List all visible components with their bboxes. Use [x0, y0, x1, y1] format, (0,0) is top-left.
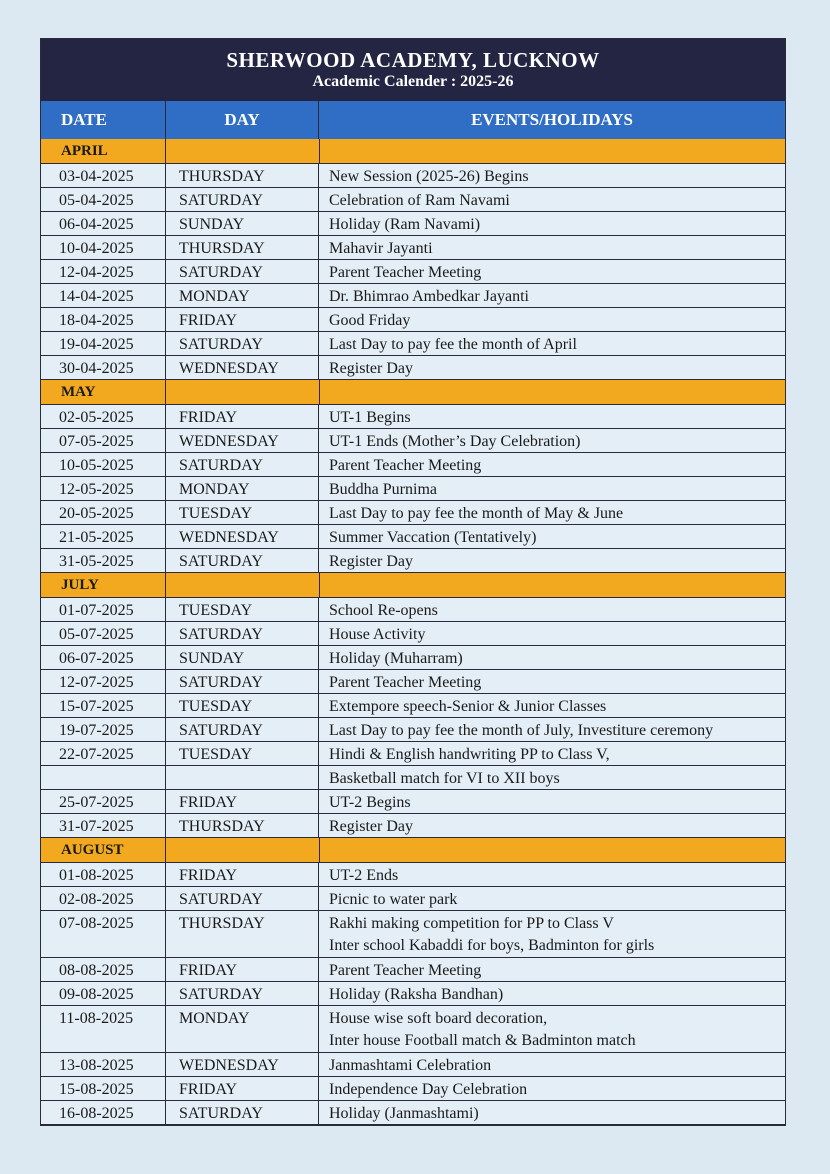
event-cell	[319, 622, 785, 645]
events-column-header: EVENTS/HOLIDAYS	[471, 110, 633, 129]
table-row	[41, 453, 785, 477]
event-text: Register Day	[329, 360, 413, 377]
day-cell: SUNDAY	[166, 646, 319, 669]
table-row	[41, 718, 785, 742]
event-text: Independence Day Celebration	[329, 1081, 528, 1098]
table-row	[41, 549, 785, 573]
event-cell	[319, 670, 785, 693]
day-cell: SATURDAY	[166, 188, 319, 211]
day-cell: SATURDAY	[166, 549, 319, 572]
event-text: Extempore speech-Senior & Junior Classes	[329, 698, 607, 715]
event-cell	[319, 188, 785, 211]
date-cell: 30-04-2025	[41, 356, 166, 379]
event-text: Good Friday	[329, 312, 411, 329]
day-cell: FRIDAY	[166, 863, 319, 886]
date-cell: 12-07-2025	[41, 670, 166, 693]
month-row-july	[41, 573, 785, 598]
event-cell	[319, 429, 785, 452]
day-cell: SUNDAY	[166, 212, 319, 235]
day-cell: SATURDAY	[166, 718, 319, 741]
table-row	[41, 308, 785, 332]
date-cell: 07-08-2025	[41, 911, 166, 957]
event-text: Picnic to water park	[329, 891, 458, 908]
date-cell: 02-05-2025	[41, 405, 166, 428]
month-day-cell	[166, 380, 320, 404]
event-cell	[319, 814, 785, 837]
date-cell: 09-08-2025	[41, 982, 166, 1005]
day-cell: TUESDAY	[166, 742, 319, 765]
day-cell: MONDAY	[166, 1006, 319, 1052]
day-cell: SATURDAY	[166, 1101, 319, 1124]
title-band	[41, 39, 785, 101]
day-cell: THURSDAY	[166, 911, 319, 957]
month-event-cell	[320, 380, 785, 404]
table-row	[41, 766, 785, 790]
date-cell: 01-07-2025	[41, 598, 166, 621]
event-cell	[319, 790, 785, 813]
day-cell: FRIDAY	[166, 308, 319, 331]
table-row	[41, 1077, 785, 1101]
day-cell: WEDNESDAY	[166, 1053, 319, 1076]
day-cell: THURSDAY	[166, 236, 319, 259]
event-text-line2: Inter house Football match & Badminton match	[329, 1032, 636, 1049]
calendar-sheet	[40, 38, 786, 1126]
table-row	[41, 188, 785, 212]
event-cell	[319, 1053, 785, 1076]
event-cell	[319, 501, 785, 524]
event-cell	[319, 236, 785, 259]
day-cell: TUESDAY	[166, 501, 319, 524]
date-cell: 12-05-2025	[41, 477, 166, 500]
date-cell: 31-07-2025	[41, 814, 166, 837]
event-text: School Re-opens	[329, 602, 438, 619]
event-text: Holiday (Raksha Bandhan)	[329, 986, 504, 1003]
table-row	[41, 1006, 785, 1053]
event-cell	[319, 1101, 785, 1124]
event-cell	[319, 694, 785, 717]
month-day-cell	[166, 838, 320, 862]
event-cell	[319, 284, 785, 307]
event-text: Parent Teacher Meeting	[329, 457, 482, 474]
table-row	[41, 911, 785, 958]
event-text: Last Day to pay fee the month of July, Investiture ceremony	[329, 722, 714, 739]
table-row	[41, 790, 785, 814]
event-text: UT-1 Begins	[329, 409, 411, 426]
date-cell: 11-08-2025	[41, 1006, 166, 1052]
month-row-may	[41, 380, 785, 405]
event-text: Holiday (Janmashtami)	[329, 1105, 479, 1122]
event-text: Register Day	[329, 553, 413, 570]
table-row	[41, 429, 785, 453]
event-cell	[319, 453, 785, 476]
table-row	[41, 525, 785, 549]
date-cell: 10-04-2025	[41, 236, 166, 259]
date-cell: 21-05-2025	[41, 525, 166, 548]
table-row	[41, 477, 785, 501]
date-cell: 31-05-2025	[41, 549, 166, 572]
event-cell	[319, 718, 785, 741]
event-cell	[319, 260, 785, 283]
table-row	[41, 332, 785, 356]
event-text: Holiday (Ram Navami)	[329, 216, 481, 233]
event-text: Parent Teacher Meeting	[329, 674, 482, 691]
date-cell: 06-07-2025	[41, 646, 166, 669]
month-event-cell	[320, 838, 785, 862]
day-cell: THURSDAY	[166, 164, 319, 187]
event-cell	[319, 525, 785, 548]
date-cell: 05-07-2025	[41, 622, 166, 645]
date-cell: 02-08-2025	[41, 887, 166, 910]
event-cell	[319, 598, 785, 621]
event-text: Parent Teacher Meeting	[329, 264, 482, 281]
event-text: Rakhi making competition for PP to Class V	[329, 915, 614, 932]
event-text: Celebration of Ram Navami	[329, 192, 510, 209]
day-cell: FRIDAY	[166, 790, 319, 813]
event-cell	[319, 212, 785, 235]
day-cell: SATURDAY	[166, 332, 319, 355]
event-cell	[319, 646, 785, 669]
event-text-line2: Inter school Kabaddi for boys, Badminton for girls	[329, 937, 655, 954]
date-cell: 15-08-2025	[41, 1077, 166, 1100]
event-cell	[319, 332, 785, 355]
event-cell	[319, 982, 785, 1005]
date-cell: 15-07-2025	[41, 694, 166, 717]
calendar-subtitle: Academic Calender : 2025-26	[312, 73, 514, 90]
table-row	[41, 598, 785, 622]
event-text: Dr. Bhimrao Ambedkar Jayanti	[329, 288, 529, 305]
event-cell	[319, 164, 785, 187]
day-cell: WEDNESDAY	[166, 525, 319, 548]
event-text: Buddha Purnima	[329, 481, 437, 498]
table-row	[41, 284, 785, 308]
event-cell	[319, 911, 785, 957]
month-event-cell	[320, 573, 785, 597]
date-cell: 08-08-2025	[41, 958, 166, 981]
table-row	[41, 356, 785, 380]
table-row	[41, 742, 785, 766]
table-row	[41, 236, 785, 260]
table-row	[41, 622, 785, 646]
event-cell	[319, 1006, 785, 1052]
date-cell: 22-07-2025	[41, 742, 166, 765]
event-cell	[319, 887, 785, 910]
month-row-april	[41, 139, 785, 164]
day-cell: FRIDAY	[166, 1077, 319, 1100]
table-row	[41, 982, 785, 1006]
date-cell: 01-08-2025	[41, 863, 166, 886]
event-cell	[319, 477, 785, 500]
month-day-cell	[166, 573, 320, 597]
event-cell	[319, 549, 785, 572]
table-row	[41, 1101, 785, 1125]
table-row	[41, 164, 785, 188]
date-cell: 18-04-2025	[41, 308, 166, 331]
event-text: Basketball match for VI to XII boys	[329, 770, 560, 787]
day-cell: SATURDAY	[166, 453, 319, 476]
day-cell: WEDNESDAY	[166, 356, 319, 379]
month-label: JULY	[41, 573, 166, 597]
date-cell: 06-04-2025	[41, 212, 166, 235]
event-cell	[319, 1077, 785, 1100]
month-row-august	[41, 838, 785, 863]
date-cell: 03-04-2025	[41, 164, 166, 187]
table-row	[41, 670, 785, 694]
day-cell	[166, 766, 319, 789]
day-cell: SATURDAY	[166, 670, 319, 693]
date-cell: 19-07-2025	[41, 718, 166, 741]
day-cell: SATURDAY	[166, 982, 319, 1005]
event-text: New Session (2025-26) Begins	[329, 168, 529, 185]
date-cell: 25-07-2025	[41, 790, 166, 813]
month-label: MAY	[41, 380, 166, 404]
date-cell: 10-05-2025	[41, 453, 166, 476]
day-cell: WEDNESDAY	[166, 429, 319, 452]
event-cell	[319, 958, 785, 981]
event-cell	[319, 405, 785, 428]
event-text: Last Day to pay fee the month of April	[329, 336, 577, 353]
table-row	[41, 887, 785, 911]
date-cell: 19-04-2025	[41, 332, 166, 355]
event-text: Holiday (Muharram)	[329, 650, 463, 667]
date-cell: 14-04-2025	[41, 284, 166, 307]
date-cell: 16-08-2025	[41, 1101, 166, 1124]
event-text: Janmashtami Celebration	[329, 1057, 492, 1074]
month-event-cell	[320, 139, 785, 163]
table-row	[41, 1053, 785, 1077]
date-cell	[41, 766, 166, 789]
event-cell	[319, 356, 785, 379]
date-cell: 12-04-2025	[41, 260, 166, 283]
event-text: Hindi & English handwriting PP to Class V,	[329, 746, 610, 763]
date-cell: 13-08-2025	[41, 1053, 166, 1076]
table-row	[41, 405, 785, 429]
table-row	[41, 501, 785, 525]
month-label: AUGUST	[41, 838, 166, 862]
day-cell: FRIDAY	[166, 958, 319, 981]
day-cell: SATURDAY	[166, 260, 319, 283]
day-cell: FRIDAY	[166, 405, 319, 428]
event-text: Parent Teacher Meeting	[329, 962, 482, 979]
day-cell: MONDAY	[166, 477, 319, 500]
event-cell	[319, 766, 785, 789]
month-label: APRIL	[41, 139, 166, 163]
date-cell: 20-05-2025	[41, 501, 166, 524]
date-cell: 07-05-2025	[41, 429, 166, 452]
date-cell: 05-04-2025	[41, 188, 166, 211]
table-row	[41, 814, 785, 838]
event-text: Summer Vaccation (Tentatively)	[329, 529, 537, 546]
event-text: Last Day to pay fee the month of May & June	[329, 505, 624, 522]
event-text: House wise soft board decoration,	[329, 1010, 548, 1027]
day-cell: SATURDAY	[166, 622, 319, 645]
event-text: House Activity	[329, 626, 426, 643]
table-row	[41, 958, 785, 982]
event-text: Register Day	[329, 818, 413, 835]
event-cell	[319, 308, 785, 331]
date-column-header: DATE	[41, 101, 166, 139]
event-cell	[319, 742, 785, 765]
event-text: Mahavir Jayanti	[329, 240, 433, 257]
event-text: UT-2 Begins	[329, 794, 411, 811]
table-body	[41, 139, 785, 1125]
month-day-cell	[166, 139, 320, 163]
event-text: UT-1 Ends (Mother’s Day Celebration)	[329, 433, 581, 450]
table-row	[41, 646, 785, 670]
table-row	[41, 212, 785, 236]
table-row	[41, 260, 785, 284]
event-cell	[319, 863, 785, 886]
day-cell: SATURDAY	[166, 887, 319, 910]
day-cell: TUESDAY	[166, 694, 319, 717]
table-row	[41, 694, 785, 718]
table-row	[41, 863, 785, 887]
day-column-header: DAY	[166, 101, 319, 139]
day-cell: MONDAY	[166, 284, 319, 307]
table-header	[41, 101, 785, 139]
day-cell: THURSDAY	[166, 814, 319, 837]
event-text: UT-2 Ends	[329, 867, 399, 884]
school-title: SHERWOOD ACADEMY, LUCKNOW	[226, 48, 600, 72]
day-cell: TUESDAY	[166, 598, 319, 621]
